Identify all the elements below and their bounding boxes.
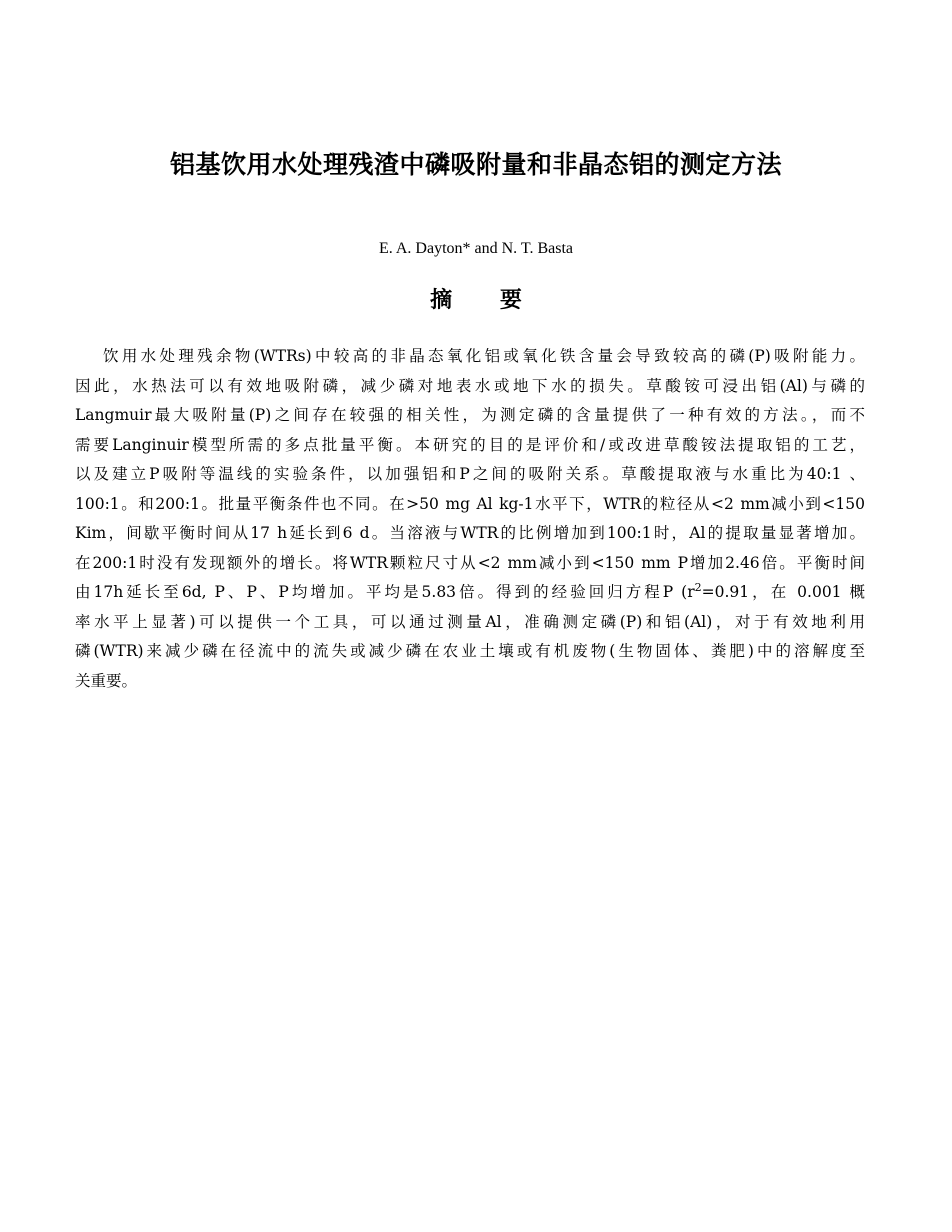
abstract-line: 在200:1时没有发现额外的增长。将WTR颗粒尺寸从<2 mm减小到<150 mm P增加2.46倍。平衡时间: [75, 553, 865, 572]
abstract-heading: 摘 要: [430, 288, 542, 313]
r-squared-superscript: 2: [694, 581, 702, 594]
abstract-line-with-superscript: [75, 578, 865, 608]
abstract-line: 率水平上显著)可以提供一个工具，可以通过测量Al，准确测定磷(P)和铝(Al)，对于有效地利用: [75, 612, 865, 631]
paper-authors: E. A. Dayton* and N. T. Basta: [378, 240, 574, 257]
abstract-line: Kim，间歇平衡时间从17 h延长到6 d。当溶液与WTR的比例增加到100:1时，Al的提取量显著增加。: [75, 524, 865, 542]
abstract-line: Langmuir最大吸附量(P)之间存在较强的相关性，为测定磷的含量提供了一种有效的方法。，而不: [75, 406, 865, 424]
abstract-line: 需要Langinuir模型所需的多点批量平衡。本研究的目的是评价和/或改进草酸铵法提取铝的工艺，: [75, 435, 865, 454]
equation-text-before: 由17h延长至6d, P、P、P均增加。平均是5.83倍。得到的经验回归方程P (r: [75, 583, 695, 601]
abstract-line: 磷(WTR)来减少磷在径流中的流失或减少磷在农业土壤或有机废物(生物固体、粪肥)中的溶解度至: [75, 642, 865, 660]
abstract-line: 100:1。和200:1。批量平衡条件也不同。在>50 mg Al kg-1水平下，WTR的粒径从<2 mm减小到<150: [75, 494, 865, 513]
equation-text-after: =0.91，在 0.001 概: [701, 583, 865, 601]
abstract-body: [75, 342, 865, 696]
abstract-line: 关重要。: [75, 671, 138, 690]
paper-title: 铝基饮用水处理残渣中磷吸附量和非晶态铝的测定方法: [169, 150, 782, 179]
abstract-line: 饮用水处理残余物(WTRs)中较高的非晶态氧化铝或氧化铁含量会导致较高的磷(P)吸附能力。: [103, 347, 865, 365]
abstract-line: 以及建立P吸附等温线的实验条件，以加强铝和P之间的吸附关系。草酸提取液与水重比为40:1 、: [75, 465, 865, 483]
abstract-line: 因此，水热法可以有效地吸附磷，减少磷对地表水或地下水的损失。草酸铵可浸出铝(Al)与磷的: [75, 376, 865, 395]
